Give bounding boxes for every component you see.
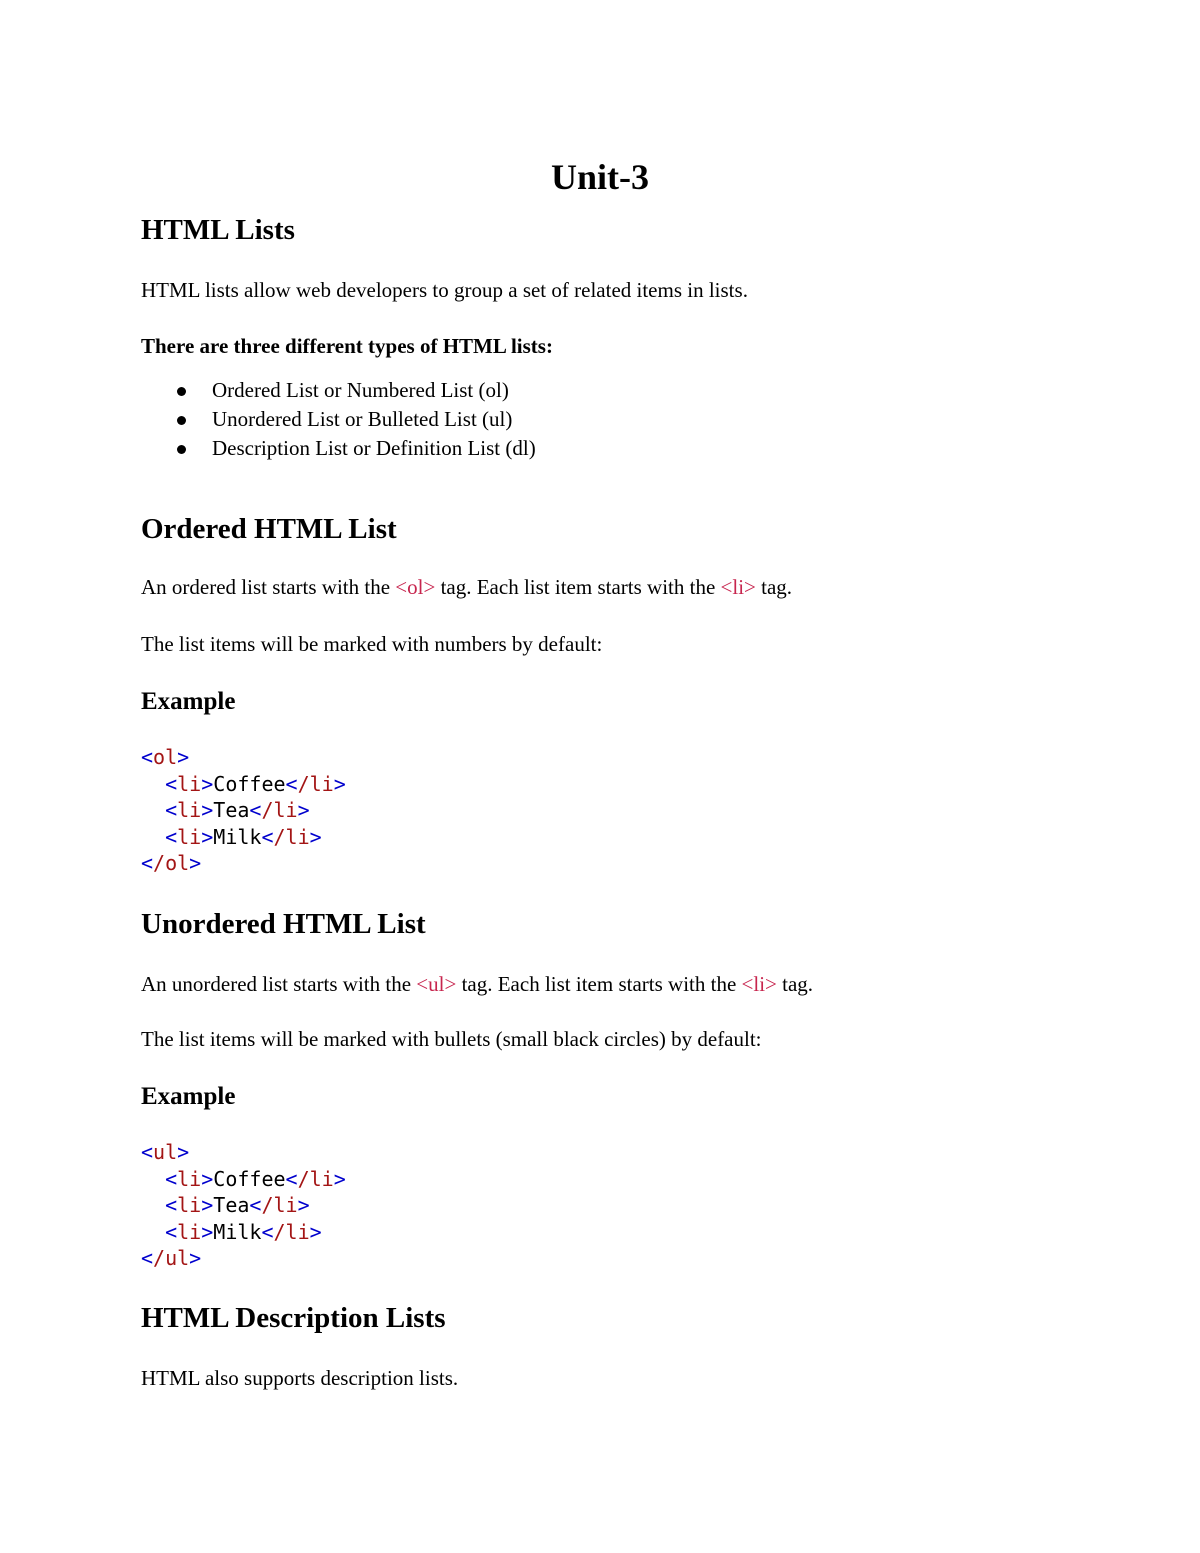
code-bracket: < bbox=[165, 824, 178, 849]
code-line bbox=[141, 1245, 346, 1272]
code-bracket: > bbox=[297, 798, 310, 822]
description-paragraph: HTML also supports description lists. bbox=[141, 1366, 459, 1390]
code-bracket: < bbox=[285, 771, 298, 796]
list-item-label: Unordered List or Bulleted List (ul) bbox=[212, 407, 513, 431]
code-bracket: > bbox=[177, 745, 190, 769]
code-bracket: < bbox=[141, 851, 154, 875]
code-bracket: > bbox=[309, 1219, 322, 1244]
ordered-paragraph-2: The list items will be marked with numbers by default: bbox=[141, 632, 603, 656]
list-item-label: Ordered List or Numbered List (ol) bbox=[212, 378, 509, 402]
text-run: An unordered list starts with the bbox=[141, 972, 417, 996]
code-bracket: > bbox=[201, 824, 214, 849]
code-tag-name: li bbox=[177, 1219, 202, 1244]
code-tag-name: /li bbox=[273, 1219, 310, 1244]
code-text: Tea bbox=[213, 1193, 250, 1217]
section-heading-unordered-list: Unordered HTML List bbox=[141, 908, 426, 940]
inline-tag-li: <li> bbox=[720, 575, 756, 599]
text-run: tag. bbox=[755, 575, 793, 599]
code-line bbox=[141, 824, 346, 851]
list-item bbox=[141, 376, 536, 405]
code-tag-name: li bbox=[177, 824, 202, 849]
code-bracket: < bbox=[261, 1219, 274, 1244]
section-heading-html-lists: HTML Lists bbox=[141, 214, 295, 246]
ordered-code-example bbox=[141, 744, 346, 877]
code-bracket: > bbox=[177, 1140, 190, 1164]
section-heading-description-lists: HTML Description Lists bbox=[141, 1302, 446, 1334]
code-text: Tea bbox=[213, 798, 250, 822]
inline-tag-li: <li> bbox=[741, 972, 777, 996]
ordered-paragraph-1 bbox=[141, 573, 792, 601]
code-tag-name: li bbox=[177, 771, 202, 796]
code-bracket: > bbox=[333, 771, 346, 796]
code-text: Coffee bbox=[213, 771, 286, 796]
code-bracket: < bbox=[165, 798, 178, 822]
code-tag-name: /li bbox=[297, 771, 334, 796]
code-bracket: > bbox=[201, 1193, 214, 1217]
bullet-icon bbox=[177, 416, 186, 425]
code-bracket: < bbox=[249, 1193, 262, 1217]
list-item bbox=[141, 434, 536, 463]
code-line bbox=[141, 1219, 346, 1246]
code-bracket: > bbox=[201, 1219, 214, 1244]
code-line bbox=[141, 771, 346, 798]
code-bracket: < bbox=[249, 798, 262, 822]
code-bracket: > bbox=[189, 851, 202, 875]
code-tag-name: ol bbox=[153, 745, 178, 769]
code-text: Milk bbox=[213, 1219, 262, 1244]
lists-intro-paragraph: HTML lists allow web developers to group a set of related items in lists. bbox=[141, 278, 748, 302]
text-run: tag. Each list item starts with the bbox=[456, 972, 742, 996]
code-bracket: < bbox=[141, 745, 154, 769]
code-bracket: < bbox=[141, 1246, 154, 1270]
code-tag-name: li bbox=[177, 798, 202, 822]
unordered-paragraph-2: The list items will be marked with bullets (small black circles) by default: bbox=[141, 1027, 762, 1051]
list-item bbox=[141, 405, 536, 434]
code-bracket: < bbox=[165, 1166, 178, 1191]
code-tag-name: /li bbox=[261, 798, 298, 822]
code-bracket: > bbox=[189, 1246, 202, 1270]
inline-tag-ul: <ul> bbox=[416, 972, 457, 996]
code-tag-name: li bbox=[177, 1193, 202, 1217]
code-tag-name: /ol bbox=[153, 851, 190, 875]
code-line bbox=[141, 797, 346, 824]
ordered-example-heading: Example bbox=[141, 688, 236, 715]
code-line bbox=[141, 1166, 346, 1193]
section-heading-ordered-list: Ordered HTML List bbox=[141, 513, 397, 545]
unordered-code-example bbox=[141, 1139, 346, 1272]
text-run: An ordered list starts with the bbox=[141, 575, 396, 599]
code-tag-name: li bbox=[177, 1166, 202, 1191]
code-text: Coffee bbox=[213, 1166, 286, 1191]
code-tag-name: /li bbox=[261, 1193, 298, 1217]
unordered-paragraph-1 bbox=[141, 970, 813, 998]
code-bracket: < bbox=[261, 824, 274, 849]
inline-tag-ol: <ol> bbox=[395, 575, 436, 599]
bullet-icon bbox=[177, 445, 186, 454]
list-types-list bbox=[141, 376, 536, 463]
code-bracket: < bbox=[165, 771, 178, 796]
code-tag-name: /li bbox=[297, 1166, 334, 1191]
text-run: tag. bbox=[776, 972, 814, 996]
code-bracket: > bbox=[333, 1166, 346, 1191]
code-line bbox=[141, 1192, 346, 1219]
code-bracket: < bbox=[141, 1140, 154, 1164]
unordered-example-heading: Example bbox=[141, 1083, 236, 1110]
code-bracket: < bbox=[165, 1219, 178, 1244]
code-bracket: > bbox=[201, 798, 214, 822]
code-bracket: < bbox=[285, 1166, 298, 1191]
code-text: Milk bbox=[213, 824, 262, 849]
list-types-heading: There are three different types of HTML lists: bbox=[141, 334, 553, 358]
code-line bbox=[141, 1139, 346, 1166]
list-item-label: Description List or Definition List (dl) bbox=[212, 436, 536, 460]
code-bracket: > bbox=[297, 1193, 310, 1217]
code-tag-name: /li bbox=[273, 824, 310, 849]
code-bracket: > bbox=[201, 1166, 214, 1191]
code-tag-name: ul bbox=[153, 1140, 178, 1164]
bullet-icon bbox=[177, 387, 186, 396]
code-bracket: < bbox=[165, 1193, 178, 1217]
code-tag-name: /ul bbox=[153, 1246, 190, 1270]
code-line bbox=[141, 744, 346, 771]
text-run: tag. Each list item starts with the bbox=[435, 575, 721, 599]
code-line bbox=[141, 850, 346, 877]
code-bracket: > bbox=[309, 824, 322, 849]
code-bracket: > bbox=[201, 771, 214, 796]
page-title: Unit-3 bbox=[551, 157, 649, 197]
